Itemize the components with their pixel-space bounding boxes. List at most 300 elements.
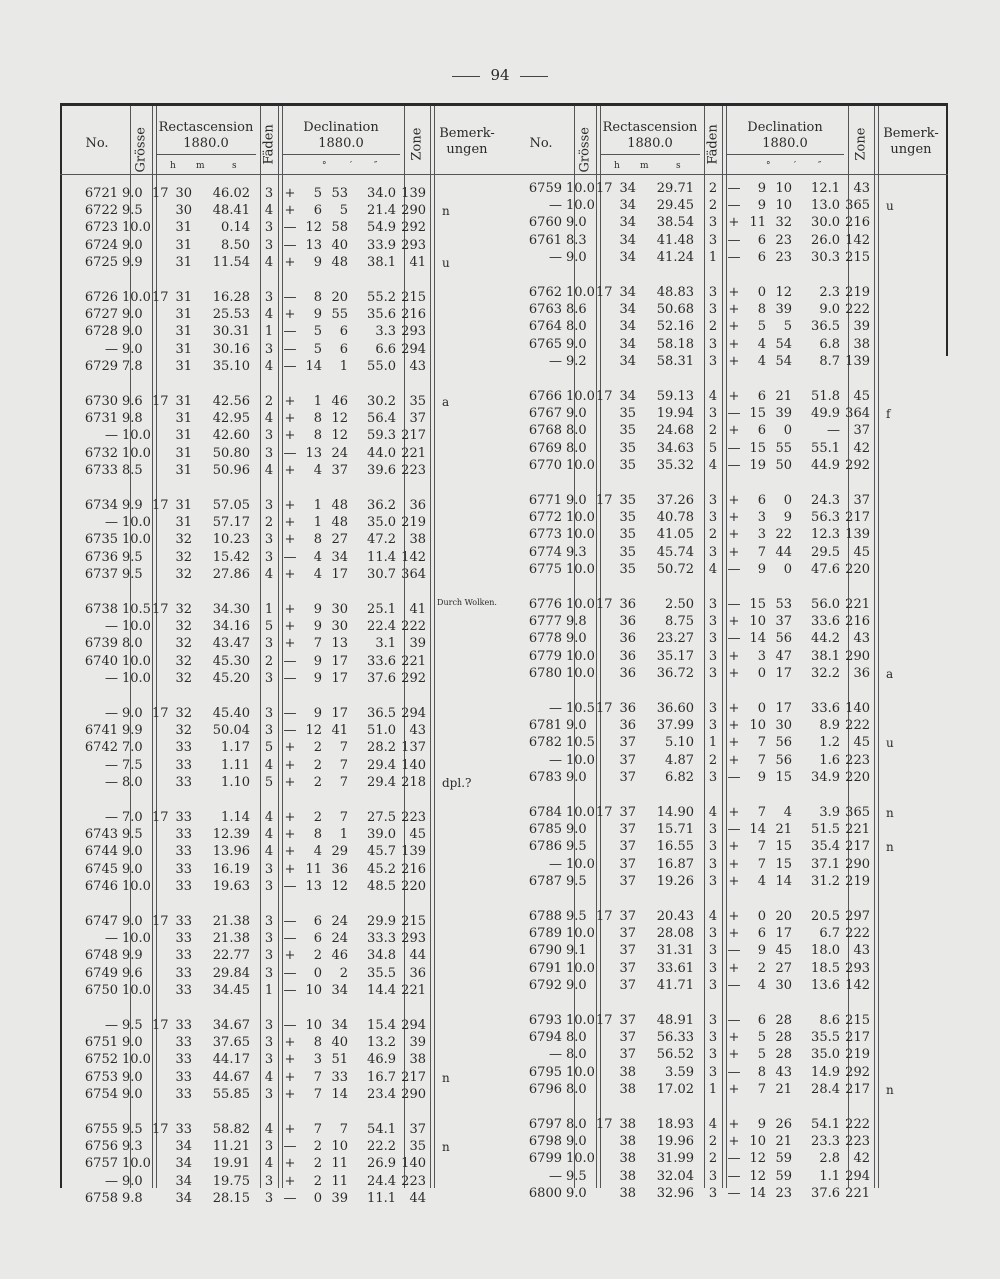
cell-no: —: [105, 810, 118, 825]
cell-ra-m: 34: [619, 198, 636, 214]
cell-dec-min: 20: [775, 909, 792, 924]
table-row: [60, 307, 504, 323]
cell-dec-deg: 10: [749, 718, 766, 734]
cell-faeden: 4: [264, 358, 274, 374]
cell-ra-s: 57.17: [212, 515, 250, 531]
cell-no: —: [105, 1173, 118, 1189]
cell-zone: 292: [401, 220, 426, 236]
cell-dec-min: 1: [339, 827, 348, 843]
cell-no: 6725: [84, 254, 118, 270]
cell-faeden: 4: [708, 909, 718, 924]
table-row: [504, 354, 948, 370]
table-row: [504, 839, 948, 855]
cell-faeden: 5: [264, 740, 274, 756]
cell-dec-sign: +: [728, 285, 740, 300]
cell-zone: 293: [401, 324, 426, 340]
cell-groesse: 10.5: [566, 735, 595, 751]
cell-ra-m: 31: [175, 411, 192, 427]
cell-no: 6741: [84, 723, 118, 739]
cell-zone: 293: [401, 931, 426, 947]
cell-zone: 142: [845, 232, 870, 248]
cell-dec-min: 44: [775, 544, 792, 560]
cell-no: 6780: [528, 665, 562, 681]
cell-dec-sign: +: [284, 740, 296, 756]
cell-no: —: [105, 428, 118, 444]
cell-groesse: 10.0: [566, 457, 595, 473]
cell-ra-s: 31.99: [656, 1151, 694, 1167]
cell-zone: 36: [409, 498, 426, 513]
cell-groesse: 9.0: [122, 1035, 143, 1051]
cell-zone: 297: [845, 909, 870, 924]
table-row: [504, 1134, 948, 1150]
table-row: [504, 805, 948, 821]
cell-groesse: 10.5: [566, 701, 595, 716]
cell-dec-sec: 6.8: [819, 336, 840, 352]
cell-zone: 222: [401, 619, 426, 635]
cell-groesse: 9.9: [122, 723, 143, 739]
cell-zone: 219: [845, 1047, 870, 1063]
cell-no: 6729: [84, 358, 118, 374]
cell-dec-min: 27: [775, 960, 792, 976]
cell-no: 6728: [84, 324, 118, 340]
cell-ra-m: 34: [619, 181, 636, 196]
cell-dec-min: 14: [775, 873, 792, 889]
cell-groesse: 10.0: [566, 856, 595, 872]
cell-ra-m: 30: [175, 186, 192, 201]
cell-ra-m: 34: [619, 249, 636, 265]
cell-dec-sign: +: [728, 665, 740, 681]
cell-dec-sec: 35.6: [367, 307, 396, 323]
cell-dec-min: 11: [331, 1173, 348, 1189]
cell-dec-sign: +: [728, 527, 740, 543]
cell-dec-min: 30: [331, 602, 348, 617]
cell-ra-m: 35: [619, 440, 636, 456]
cell-ra-m: 31: [175, 358, 192, 374]
cell-dec-sign: +: [284, 844, 296, 860]
cell-faeden: 4: [264, 844, 274, 860]
cell-zone: 37: [409, 1122, 426, 1137]
cell-dec-deg: 2: [313, 1173, 322, 1189]
table-row: [504, 701, 948, 717]
cell-zone: 39: [409, 1035, 426, 1051]
cell-dec-min: 17: [331, 566, 348, 582]
cell-dec-sign: +: [728, 752, 740, 768]
cell-zone: 290: [845, 648, 870, 664]
cell-faeden: 5: [264, 619, 274, 635]
cell-ra-s: 43.47: [212, 636, 250, 652]
cell-zone: 39: [409, 636, 426, 652]
cell-dec-sec: 54.9: [367, 220, 396, 236]
cell-zone: 216: [401, 861, 426, 877]
cell-dec-min: 7: [339, 1122, 348, 1137]
cell-zone: 42: [853, 1151, 870, 1167]
cell-no: 6757: [84, 1156, 118, 1172]
cell-zone: 217: [845, 1081, 870, 1097]
cell-dec-deg: 9: [313, 254, 322, 270]
cell-no: —: [105, 1018, 118, 1033]
cell-dec-sign: +: [728, 336, 740, 352]
table-row: [60, 598, 504, 618]
cell-dec-min: 21: [775, 1081, 792, 1097]
cell-groesse: 9.5: [566, 1168, 587, 1184]
cell-dec-min: 34: [331, 549, 348, 565]
header-declination: Declination: [747, 120, 823, 135]
cell-dec-sec: 29.4: [367, 757, 396, 773]
cell-faeden: 3: [264, 532, 274, 548]
header-zone: Zone: [853, 127, 869, 161]
cell-no: 6721: [84, 186, 118, 201]
cell-dec-min: 15: [775, 769, 792, 785]
table-row: [60, 862, 504, 878]
cell-faeden: 3: [708, 943, 718, 959]
table-row: [60, 203, 504, 219]
cell-no: 6790: [528, 943, 562, 959]
cell-ra-m: 38: [619, 1185, 636, 1201]
cell-dec-min: 5: [339, 203, 348, 219]
cell-dec-deg: 0: [757, 285, 766, 300]
cell-ra-m: 33: [175, 1018, 192, 1033]
cell-dec-deg: 5: [757, 1030, 766, 1046]
cell-ra-m: 33: [175, 982, 192, 998]
cell-dec-sign: —: [727, 977, 741, 993]
cell-groesse: 9.0: [122, 706, 143, 721]
cell-no: 6738: [84, 602, 118, 617]
cell-no: 6750: [84, 982, 118, 998]
cell-faeden: 3: [708, 1185, 718, 1201]
header-ra-epoch: 1880.0: [627, 136, 673, 151]
cell-ra-m: 36: [619, 718, 636, 734]
cell-faeden: 3: [708, 614, 718, 630]
cell-ra-s: 52.16: [656, 319, 694, 335]
cell-ra-h: 17: [596, 493, 613, 508]
cell-dec-min: 51: [331, 1052, 348, 1068]
cell-ra-m: 37: [619, 1030, 636, 1046]
table-row: [504, 423, 948, 439]
cell-groesse: 10.0: [566, 561, 595, 577]
cell-no: —: [549, 198, 562, 214]
cell-groesse: 10.0: [566, 805, 595, 820]
table-row: [504, 857, 948, 873]
cell-no: —: [105, 931, 118, 947]
cell-faeden: 3: [264, 1086, 274, 1102]
cell-dec-sign: +: [284, 602, 296, 617]
cell-faeden: 4: [264, 411, 274, 427]
page-number-dash-left: [452, 76, 480, 77]
cell-ra-s: 16.19: [212, 861, 250, 877]
cell-dec-min: 53: [331, 186, 348, 201]
cell-faeden: 3: [708, 718, 718, 734]
cell-dec-sign: +: [284, 203, 296, 219]
cell-ra-m: 31: [175, 307, 192, 323]
cell-groesse: 9.6: [122, 965, 143, 981]
cell-dec-deg: 3: [757, 510, 766, 526]
table-row: [60, 1087, 504, 1103]
table-row: [504, 718, 948, 734]
header-dec-epoch: 1880.0: [318, 136, 364, 151]
cell-zone: 140: [845, 701, 870, 716]
cell-groesse: 8.0: [566, 1030, 587, 1046]
cell-ra-m: 32: [175, 653, 192, 669]
cell-dec-deg: 15: [749, 597, 766, 612]
cell-ra-h: 17: [152, 1018, 169, 1033]
cell-dec-sec: 8.7: [819, 353, 840, 369]
cell-dec-sign: +: [728, 1117, 740, 1132]
cell-dec-sign: —: [727, 943, 741, 959]
cell-dec-sign: —: [283, 670, 297, 686]
cell-dec-sec: 30.0: [811, 215, 840, 231]
cell-note: dpl.?: [442, 775, 472, 790]
table-row: [60, 515, 504, 531]
cell-dec-sign: —: [727, 440, 741, 456]
cell-dec-sign: —: [727, 822, 741, 838]
cell-ra-s: 50.72: [656, 561, 694, 577]
table-row: [504, 978, 948, 994]
cell-zone: 140: [401, 1156, 426, 1172]
cell-zone: 292: [845, 457, 870, 473]
cell-dec-min: 55: [775, 440, 792, 456]
cell-faeden: 3: [264, 948, 274, 964]
cell-dec-deg: 3: [757, 648, 766, 664]
cell-no: 6736: [84, 549, 118, 565]
cell-ra-m: 33: [175, 757, 192, 773]
cell-ra-s: 19.63: [212, 878, 250, 894]
cell-dec-min: 30: [775, 718, 792, 734]
cell-ra-s: 16.28: [212, 290, 250, 305]
cell-faeden: 2: [708, 181, 718, 196]
cell-dec-sec: 1.6: [819, 752, 840, 768]
cell-faeden: 3: [264, 965, 274, 981]
cell-dec-sign: —: [283, 1018, 297, 1033]
cell-ra-m: 33: [175, 1069, 192, 1085]
cell-dec-sign: —: [727, 1185, 741, 1201]
cell-zone: 41: [409, 602, 426, 617]
cell-note: u: [442, 255, 450, 270]
cell-faeden: 3: [264, 186, 274, 201]
table-row: [504, 319, 948, 335]
table-row: [504, 631, 948, 647]
cell-groesse: 9.0: [122, 186, 143, 201]
cell-ra-s: 28.15: [212, 1190, 250, 1206]
cell-ra-s: 29.45: [656, 198, 694, 214]
table-row: [60, 446, 504, 462]
cell-no: 6800: [528, 1185, 562, 1201]
cell-dec-sec: 6.7: [819, 926, 840, 942]
cell-dec-min: 34: [331, 1018, 348, 1033]
cell-dec-min: 37: [331, 462, 348, 478]
cell-faeden: 3: [708, 406, 718, 422]
cell-no: 6791: [528, 960, 562, 976]
cell-ra-s: 30.16: [212, 341, 250, 357]
cell-ra-m: 35: [619, 561, 636, 577]
cell-note: n: [886, 806, 894, 820]
cell-ra-s: 1.10: [221, 774, 250, 790]
cell-faeden: 3: [264, 341, 274, 357]
cell-faeden: 2: [264, 394, 274, 409]
cell-ra-m: 35: [619, 423, 636, 439]
cell-ra-s: 32.04: [656, 1168, 694, 1184]
cell-groesse: 10.0: [122, 931, 151, 947]
cell-dec-deg: 7: [757, 735, 766, 751]
header-ra-unit: m: [640, 161, 649, 171]
cell-groesse: 8.0: [566, 1117, 587, 1132]
cell-dec-deg: 11: [305, 861, 322, 877]
cell-dec-deg: 13: [305, 237, 322, 253]
cell-ra-s: 28.08: [656, 926, 694, 942]
cell-dec-sec: 22.2: [367, 1139, 396, 1155]
cell-no: 6740: [84, 653, 118, 669]
cell-dec-deg: 2: [313, 1139, 322, 1155]
cell-faeden: 3: [264, 706, 274, 721]
cell-dec-deg: 9: [757, 943, 766, 959]
cell-ra-m: 33: [175, 878, 192, 894]
cell-dec-sec: 56.3: [811, 510, 840, 526]
cell-groesse: 9.5: [566, 873, 587, 889]
cell-dec-min: 2: [339, 965, 348, 981]
cell-faeden: 4: [264, 462, 274, 478]
cell-no: 6731: [84, 411, 118, 427]
cell-groesse: 8.0: [566, 440, 587, 456]
cell-dec-sec: 27.5: [367, 810, 396, 825]
cell-ra-m: 37: [619, 1013, 636, 1028]
cell-dec-min: 0: [783, 423, 792, 439]
cell-groesse: 9.1: [566, 943, 587, 959]
cell-ra-s: 18.93: [656, 1117, 694, 1132]
cell-ra-m: 33: [175, 948, 192, 964]
cell-ra-m: 35: [619, 527, 636, 543]
cell-zone: 216: [401, 307, 426, 323]
cell-dec-deg: 6: [757, 249, 766, 265]
cell-no: 6737: [84, 566, 118, 582]
cell-ra-s: 48.41: [212, 203, 250, 219]
cell-dec-sign: +: [284, 254, 296, 270]
cell-groesse: 10.0: [122, 515, 151, 531]
cell-zone: 294: [401, 706, 426, 721]
cell-groesse: 9.5: [122, 827, 143, 843]
cell-dec-sign: —: [283, 358, 297, 374]
cell-dec-min: 55: [331, 307, 348, 323]
cell-ra-m: 31: [175, 290, 192, 305]
cell-no: 6748: [84, 948, 118, 964]
cell-dec-deg: 2: [313, 1156, 322, 1172]
cell-faeden: 2: [708, 1151, 718, 1167]
cell-dec-sec: 35.0: [811, 1047, 840, 1063]
cell-zone: 38: [409, 532, 426, 548]
header-ra-rule: [600, 154, 700, 155]
cell-faeden: 3: [264, 428, 274, 444]
cell-zone: 365: [845, 198, 870, 214]
cell-no: 6730: [84, 394, 118, 409]
cell-faeden: 3: [264, 861, 274, 877]
header-ra-epoch: 1880.0: [183, 136, 229, 151]
cell-dec-deg: 2: [313, 948, 322, 964]
cell-dec-deg: 9: [757, 181, 766, 196]
table-row: [504, 233, 948, 249]
cell-dec-sec: 44.9: [811, 457, 840, 473]
cell-zone: 37: [853, 423, 870, 439]
cell-ra-m: 37: [619, 805, 636, 820]
table-row: [60, 654, 504, 670]
table-row: [60, 879, 504, 895]
cell-zone: 294: [401, 1018, 426, 1033]
cell-dec-sign: —: [727, 457, 741, 473]
cell-ra-s: 19.75: [212, 1173, 250, 1189]
table-row: [60, 428, 504, 444]
cell-groesse: 10.0: [122, 1156, 151, 1172]
cell-ra-m: 33: [175, 810, 192, 825]
cell-ra-m: 36: [619, 665, 636, 681]
cell-dec-min: 0: [783, 561, 792, 577]
cell-no: 6794: [528, 1030, 562, 1046]
cell-no: 6770: [528, 457, 562, 473]
cell-faeden: 3: [264, 1173, 274, 1189]
cell-zone: 364: [845, 406, 870, 422]
cell-zone: 223: [845, 752, 870, 768]
cell-no: 6759: [528, 181, 562, 196]
cell-dec-min: 53: [775, 597, 792, 612]
cell-groesse: 10.0: [566, 926, 595, 942]
cell-ra-s: 30.31: [212, 324, 250, 340]
cell-faeden: 3: [264, 290, 274, 305]
table-row: [504, 770, 948, 786]
cell-groesse: 10.0: [566, 752, 595, 768]
cell-dec-sec: 20.5: [811, 909, 840, 924]
cell-dec-sign: +: [284, 948, 296, 964]
cell-note: n: [442, 1140, 450, 1155]
table-row: [504, 614, 948, 630]
cell-dec-sec: 2.8: [819, 1151, 840, 1167]
cell-dec-deg: 7: [757, 856, 766, 872]
cell-dec-sign: +: [284, 619, 296, 635]
cell-dec-min: 0: [783, 493, 792, 508]
cell-dec-sec: 55.1: [811, 440, 840, 456]
cell-dec-deg: 3: [757, 527, 766, 543]
table-row: [504, 1082, 948, 1098]
cell-dec-sign: +: [284, 515, 296, 531]
cell-zone: 43: [853, 943, 870, 959]
cell-dec-deg: 12: [305, 723, 322, 739]
cell-zone: 219: [845, 285, 870, 300]
cell-dec-sign: —: [283, 549, 297, 565]
cell-ra-m: 32: [175, 636, 192, 652]
cell-ra-s: 1.11: [221, 757, 250, 773]
cell-ra-h: 17: [152, 290, 169, 305]
cell-dec-min: 7: [339, 810, 348, 825]
cell-ra-s: 1.14: [221, 810, 250, 825]
cell-ra-m: 38: [619, 1064, 636, 1080]
cell-dec-min: 17: [775, 665, 792, 681]
cell-dec-deg: 7: [757, 1081, 766, 1097]
cell-dec-min: 26: [775, 1117, 792, 1132]
cell-dec-sign: +: [284, 861, 296, 877]
cell-dec-sec: 37.6: [811, 1185, 840, 1201]
cell-dec-sign: +: [728, 1081, 740, 1097]
cell-no: 6784: [528, 805, 562, 820]
cell-faeden: 2: [708, 527, 718, 543]
cell-groesse: 10.0: [566, 389, 595, 404]
cell-zone: 221: [401, 653, 426, 669]
cell-faeden: 4: [708, 457, 718, 473]
table-row: [60, 359, 504, 375]
cell-no: —: [105, 774, 118, 790]
cell-faeden: 2: [264, 515, 274, 531]
cell-ra-s: 11.54: [212, 254, 250, 270]
cell-faeden: 4: [264, 757, 274, 773]
cell-dec-min: 10: [775, 198, 792, 214]
cell-dec-sign: +: [728, 544, 740, 560]
cell-groesse: 10.0: [566, 960, 595, 976]
table-row: [60, 238, 504, 254]
cell-zone: 293: [845, 960, 870, 976]
